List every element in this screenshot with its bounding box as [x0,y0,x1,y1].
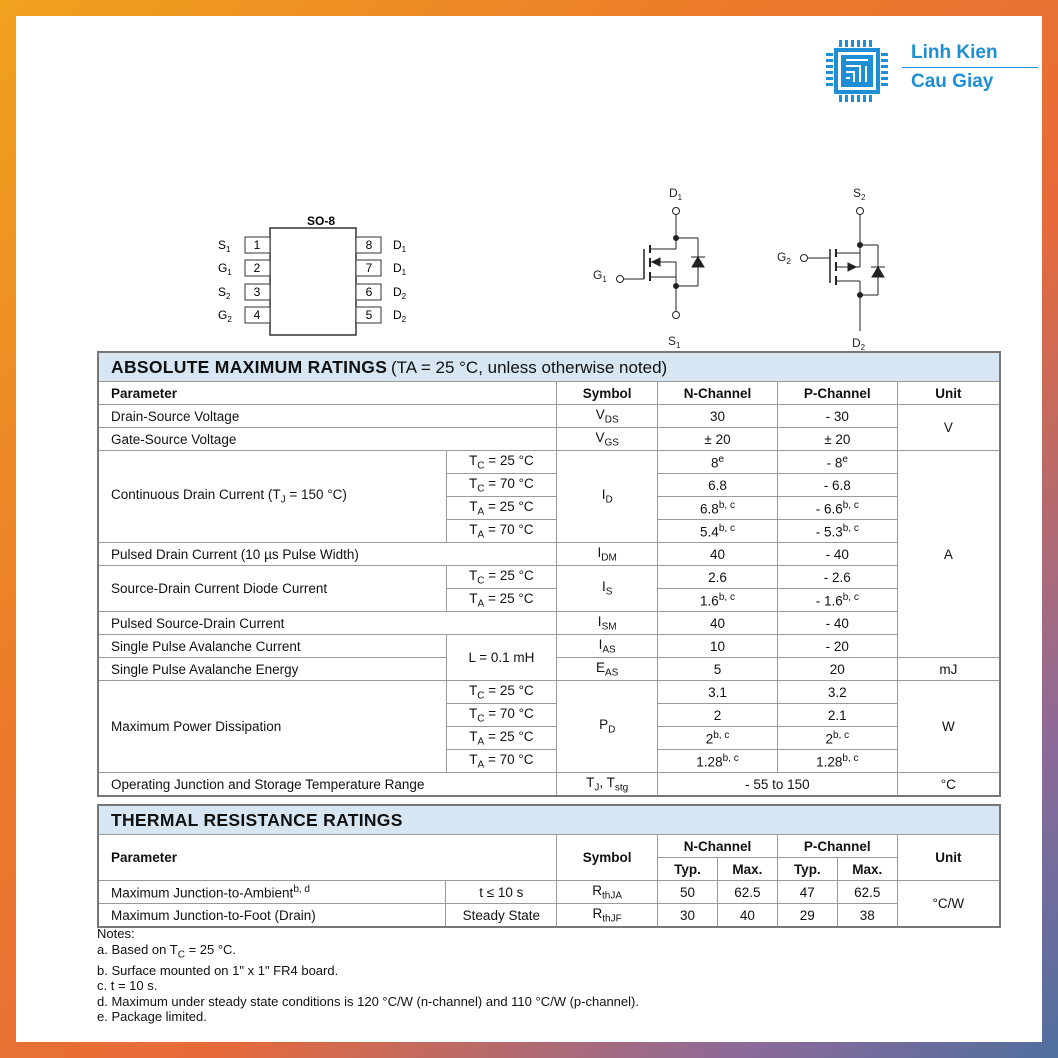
unit-c: °C [897,773,1000,797]
svg-text:D2: $D_2$ [393,308,407,324]
sym-rthja: $R_{thJA}$ [557,881,658,904]
th-n-typ: Typ. [658,858,718,881]
val-tj: - 55 to 150 [658,773,898,797]
svg-text:5: 5 [365,308,373,322]
param-rthja [98,881,446,904]
p-pd-0: 3.2 [777,681,897,704]
notes-title: Notes: [97,926,135,941]
n-ism: 40 [658,612,778,635]
n-id-0: 8e [658,451,778,474]
n-idm: 40 [658,543,778,566]
param-eas: Single Pulse Avalanche Energy [98,658,446,681]
sym-vds: $V_{DS}$ [557,405,658,428]
param-ias: Single Pulse Avalanche Current [98,635,446,658]
param-is: Source-Drain Current Diode Current [98,566,446,612]
amr-condition: (TA = 25 °C, unless otherwise noted) [390,357,668,377]
unit-w: W [897,681,1000,773]
n-id-3: 5.4$^{b, c}$ [658,520,778,543]
nmax-rthja: 62.5 [717,881,777,904]
cond-id-0: $T_C = 25$ °C [446,451,557,474]
n-vgs: ± 20 [658,428,778,451]
sym-ias: $I_{AS}$ [557,635,658,658]
n-ias: 10 [658,635,778,658]
sym-vgs: $V_{GS}$ [557,428,658,451]
note-d: d. Maximum under steady state conditions is 120 °C/W (n-channel) and 110 °C/W (p-channel). [97,993,639,1009]
param-vgs: Gate-Source Voltage [98,428,557,451]
th-col-parameter: Parameter [98,835,557,881]
param-vds: Drain-Source Voltage [98,405,557,428]
svg-text:7: 7 [365,261,373,275]
svg-text:D2: $D_2$ [393,285,407,301]
sym-pd: $P_D$ [557,681,658,773]
svg-text:G2: $G_2$ [777,250,791,266]
amr-header-row [98,382,1000,405]
p-pd-2: 2$^{b, c}$ [777,727,897,750]
p-eas: 20 [777,658,897,681]
p-id-1: - 6.8 [777,474,897,497]
sym-idm: $I_{DM}$ [557,543,658,566]
table-row [98,612,1000,635]
ntyp-rthja: 50 [658,881,718,904]
p-id-2: - 6.6$^{b, c}$ [777,497,897,520]
col-unit: Unit [897,382,1000,405]
amr-title: ABSOLUTE MAXIMUM RATINGS [111,356,388,377]
cond-id-3: $T_A = 70$ °C [446,520,557,543]
p-ias: - 20 [777,635,897,658]
param-id: Continuous Drain Current ($T_J = 150$ °C) [98,451,446,543]
param-ism: Pulsed Source-Drain Current [98,612,557,635]
n-is-0: 2.6 [658,566,778,589]
n-vds: 30 [658,405,778,428]
svg-text:3: 3 [253,285,261,299]
svg-text:D1: $D_1$ [669,186,683,202]
table-row [98,881,1000,904]
col-symbol: Symbol [557,382,658,405]
cond-id-2: $T_A = 25$ °C [446,497,557,520]
svg-text:D2: $D_2$ [852,336,866,351]
th-p-max: Max. [837,858,897,881]
th-col-n-channel: N-Channel [658,835,778,858]
table-row [98,773,1000,797]
svg-text:G2: $G_2$ [218,308,232,324]
th-col-symbol: Symbol [557,835,658,881]
p-is-1: - 1.6$^{b, c}$ [777,589,897,612]
svg-text:D1: $D_1$ [393,238,407,254]
svg-text:S1: $S_1$ [218,238,231,254]
svg-text:G1: $G_1$ [593,268,607,284]
thermal-title-row [98,805,1000,835]
sym-id: $I_D$ [557,451,658,543]
svg-text:4: 4 [253,308,261,322]
notes-section [97,926,639,1025]
n-eas: 5 [658,658,778,681]
note-c: c. t = 10 s. [97,978,158,994]
svg-text:S1: $S_1$ [668,334,681,350]
table-row [98,428,1000,451]
n-is-1: 1.6$^{b, c}$ [658,589,778,612]
cond-is-0: $T_C = 25$ °C [446,566,557,589]
svg-text:6: 6 [365,285,373,299]
note-b: b. Surface mounted on 1" x 1" FR4 board. [97,962,339,978]
n-pd-1: 2 [658,704,778,727]
p-ism: - 40 [777,612,897,635]
table-row [98,681,1000,704]
thermal-title: THERMAL RESISTANCE RATINGS [111,809,403,830]
th-col-unit: Unit [897,835,1000,881]
svg-text:S2: $S_2$ [218,285,231,301]
svg-text:D1: $D_1$ [393,261,407,277]
n-pd-3: 1.28$^{b, c}$ [658,750,778,773]
table-row [98,904,1000,928]
th-n-max: Max. [717,858,777,881]
p-vds: - 30 [777,405,897,428]
sym-tj: $T_J$, $T_{stg}$ [557,773,658,797]
pmax-rthja: 62.5 [837,881,897,904]
n-id-2: 6.8$^{b, c}$ [658,497,778,520]
so8-package-diagram [196,196,436,346]
sym-rthjf: $R_{thJF}$ [557,904,658,928]
col-parameter: Parameter [98,382,557,405]
n-channel-mosfet-symbol [576,171,726,351]
ptyp-rthja: 47 [777,881,837,904]
thermal-resistance-table [97,804,1001,928]
p-is-0: - 2.6 [777,566,897,589]
cond-rthja: t ≤ 10 s [446,881,557,904]
pmax-rthjf: 38 [837,904,897,928]
param-pd: Maximum Power Dissipation [98,681,446,773]
sym-is: $I_S$ [557,566,658,612]
unit-v: V [897,405,1000,451]
cond-pd-0: $T_C = 25$ °C [446,681,557,704]
svg-text:8: 8 [365,238,373,252]
absolute-maximum-ratings-table [97,351,1001,797]
table-row [98,405,1000,428]
p-channel-mosfet-symbol [756,171,906,351]
unit-mj: mJ [897,658,1000,681]
datasheet-page [16,16,1042,1042]
sym-ism: $I_{SM}$ [557,612,658,635]
th-p-typ: Typ. [777,858,837,881]
amr-title-row [98,352,1000,382]
col-p-channel: P-Channel [777,382,897,405]
table-row [98,635,1000,658]
th-col-p-channel: P-Channel [777,835,897,858]
table-row [98,451,1000,474]
svg-text:2: 2 [253,261,261,275]
note-e: e. Package limited. [97,1009,207,1025]
svg-text:1: 1 [253,238,261,252]
p-pd-1: 2.1 [777,704,897,727]
package-name: SO-8 [306,214,336,228]
note-a: a. Based on $T_C = 25$ °C. [97,941,237,961]
cond-l: L = 0.1 mH [446,635,557,681]
unit-cw: °C/W [897,881,1000,928]
cond-pd-3: $T_A = 70$ °C [446,750,557,773]
param-rthjf: Maximum Junction-to-Foot (Drain) [98,904,446,928]
cond-id-1: $T_C = 70$ °C [446,474,557,497]
p-id-3: - 5.3$^{b, c}$ [777,520,897,543]
svg-text:G1: $G_1$ [218,261,232,277]
nmax-rthjf: 40 [717,904,777,928]
sym-eas: $E_{AS}$ [557,658,658,681]
p-id-0: - 8e [777,451,897,474]
cond-pd-1: $T_C = 70$ °C [446,704,557,727]
n-pd-2: 2$^{b, c}$ [658,727,778,750]
param-rthja-text: Maximum Junction-to-Ambient [111,885,294,901]
col-n-channel: N-Channel [658,382,778,405]
table-row [98,543,1000,566]
p-vgs: ± 20 [777,428,897,451]
svg-text:S2: $S_2$ [853,186,866,202]
brand-logo [822,36,1042,106]
chip-logo-icon [822,36,892,106]
param-idm: Pulsed Drain Current (10 µs Pulse Width) [98,543,557,566]
cond-pd-2: $T_A = 25$ °C [446,727,557,750]
table-row [98,566,1000,589]
cond-rthjf: Steady State [446,904,557,928]
unit-a: A [897,451,1000,658]
ptyp-rthjf: 29 [777,904,837,928]
n-pd-0: 3.1 [658,681,778,704]
logo-line1: Linh Kien [911,42,998,63]
p-idm: - 40 [777,543,897,566]
logo-divider [902,67,1038,68]
n-id-1: 6.8 [658,474,778,497]
logo-line2: Cau Giay [911,71,994,92]
p-pd-3: 1.28$^{b, c}$ [777,750,897,773]
param-rthja-sup: b, d [293,883,310,895]
ntyp-rthjf: 30 [658,904,718,928]
cond-is-1: $T_A = 25$ °C [446,589,557,612]
param-tj: Operating Junction and Storage Temperature Range [98,773,557,797]
